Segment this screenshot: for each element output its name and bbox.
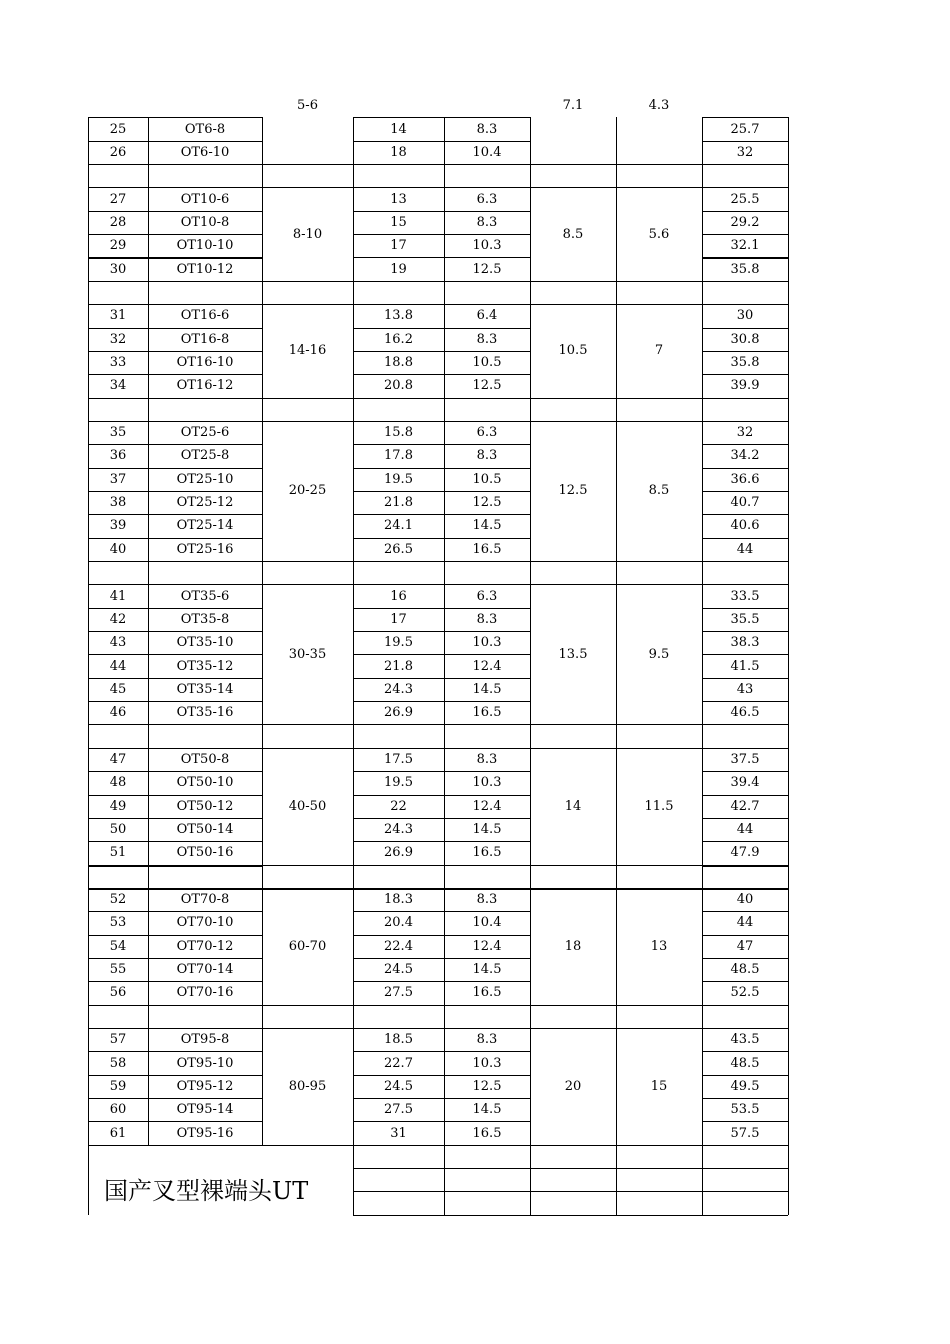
length-cell: 37.5 (730, 751, 760, 767)
merged-value-cell: 9.5 (648, 646, 670, 662)
length-cell: 46.5 (730, 705, 760, 721)
dimension-cell: 10.5 (472, 355, 502, 371)
grid-line (262, 865, 353, 866)
dimension-cell: 12.4 (472, 658, 502, 674)
dimension-cell: 26.9 (384, 845, 413, 861)
row-number-cell: 36 (109, 448, 127, 464)
length-cell: 33.5 (730, 588, 760, 604)
row-number-cell: 47 (109, 751, 127, 767)
grid-line (530, 117, 531, 1214)
dimension-cell: 16.5 (472, 541, 502, 557)
dimension-cell: 27.5 (384, 985, 413, 1001)
merged-value-cell: 10.5 (558, 343, 588, 359)
dimension-cell: 21.8 (384, 495, 413, 511)
grid-line (148, 117, 149, 1144)
model-cell: OT16-12 (176, 378, 234, 394)
dimension-cell: 17.8 (384, 448, 413, 464)
grid-line (353, 281, 530, 282)
dimension-cell: 6.3 (476, 191, 498, 207)
row-number-cell: 32 (109, 331, 127, 347)
wire-range-cell: 40-50 (288, 798, 327, 814)
grid-line (88, 398, 262, 399)
wire-range-cell: 14-16 (288, 343, 327, 359)
length-cell: 34.2 (730, 448, 760, 464)
merged-value-cell: 7 (654, 343, 664, 359)
length-cell: 35.5 (730, 611, 760, 627)
length-cell: 40 (736, 892, 754, 908)
row-number-cell: 43 (109, 635, 127, 651)
dimension-cell: 17 (390, 238, 407, 254)
grid-line (262, 281, 353, 282)
model-cell: OT10-8 (180, 214, 230, 230)
length-cell: 32.1 (730, 238, 760, 254)
merged-value-cell: 8.5 (648, 483, 670, 499)
model-cell: OT25-16 (176, 541, 234, 557)
dimension-cell: 14 (390, 121, 407, 137)
dimension-cell: 12.5 (472, 495, 502, 511)
model-cell: OT95-14 (176, 1102, 234, 1118)
grid-line (702, 1145, 788, 1146)
dimension-cell: 12.4 (472, 938, 502, 954)
header-value-cell: 4.3 (648, 98, 670, 114)
dimension-cell: 14.5 (472, 962, 502, 978)
grid-line (702, 281, 788, 282)
grid-line (262, 117, 263, 1144)
model-cell: OT6-10 (180, 144, 230, 160)
dimension-cell: 19.5 (384, 635, 413, 651)
model-cell: OT35-10 (176, 635, 234, 651)
length-cell: 40.7 (730, 495, 760, 511)
dimension-cell: 14.5 (472, 681, 502, 697)
row-number-cell: 42 (109, 611, 127, 627)
row-number-cell: 44 (109, 658, 127, 674)
model-cell: OT70-16 (176, 985, 234, 1001)
model-cell: OT25-14 (176, 518, 234, 534)
grid-line (262, 164, 353, 165)
length-cell: 32 (736, 144, 754, 160)
length-cell: 41.5 (730, 658, 760, 674)
dimension-cell: 14.5 (472, 518, 502, 534)
model-cell: OT95-10 (176, 1055, 234, 1071)
dimension-cell: 26.9 (384, 705, 413, 721)
dimension-cell: 19.5 (384, 775, 413, 791)
grid-line (353, 117, 530, 118)
row-number-cell: 55 (109, 962, 127, 978)
grid-line (702, 164, 788, 165)
length-cell: 47.9 (730, 845, 760, 861)
grid-line (88, 117, 89, 1214)
dimension-cell: 22.4 (384, 938, 413, 954)
length-cell: 30 (736, 308, 754, 324)
grid-line (88, 117, 262, 118)
row-number-cell: 53 (109, 915, 127, 931)
model-cell: OT25-12 (176, 495, 234, 511)
model-cell: OT95-12 (176, 1078, 234, 1094)
grid-line (88, 164, 262, 165)
model-cell: OT95-8 (180, 1032, 230, 1048)
model-cell: OT50-16 (176, 845, 234, 861)
row-number-cell: 56 (109, 985, 127, 1001)
dimension-cell: 8.3 (476, 1032, 498, 1048)
dimension-cell: 22 (390, 798, 407, 814)
length-cell: 38.3 (730, 635, 760, 651)
grid-line (88, 1005, 262, 1006)
dimension-cell: 14.5 (472, 822, 502, 838)
dimension-cell: 10.3 (472, 635, 502, 651)
length-cell: 57.5 (730, 1125, 760, 1141)
header-value-cell: 7.1 (562, 98, 584, 114)
grid-line (353, 724, 530, 725)
length-cell: 48.5 (730, 1055, 760, 1071)
row-number-cell: 54 (109, 938, 127, 954)
grid-line (262, 398, 353, 399)
model-cell: OT10-6 (180, 191, 230, 207)
grid-line (88, 1145, 262, 1146)
dimension-cell: 8.3 (476, 121, 498, 137)
dimension-cell: 20.4 (384, 915, 413, 931)
row-number-cell: 28 (109, 214, 127, 230)
length-cell: 30.8 (730, 331, 760, 347)
row-number-cell: 57 (109, 1032, 127, 1048)
dimension-cell: 18 (390, 144, 407, 160)
length-cell: 39.9 (730, 378, 760, 394)
dimension-cell: 19 (390, 261, 407, 277)
grid-line (353, 1005, 530, 1006)
length-cell: 53.5 (730, 1102, 760, 1118)
length-cell: 49.5 (730, 1078, 760, 1094)
dimension-cell: 8.3 (476, 892, 498, 908)
dimension-cell: 26.5 (384, 541, 413, 557)
length-cell: 47 (736, 938, 754, 954)
dimension-cell: 18.8 (384, 355, 413, 371)
dimension-cell: 8.3 (476, 448, 498, 464)
grid-line (353, 1215, 788, 1216)
dimension-cell: 16.2 (384, 331, 413, 347)
wire-range-cell: 60-70 (288, 938, 327, 954)
grid-line (353, 865, 530, 866)
merged-value-cell: 18 (564, 938, 582, 954)
dimension-cell: 27.5 (384, 1102, 413, 1118)
grid-line (353, 164, 530, 165)
dimension-cell: 12.4 (472, 798, 502, 814)
dimension-cell: 16.5 (472, 1125, 502, 1141)
length-cell: 43.5 (730, 1032, 760, 1048)
grid-line (353, 1145, 530, 1146)
merged-value-cell: 11.5 (644, 798, 674, 814)
row-number-cell: 29 (109, 238, 127, 254)
grid-line (702, 561, 788, 562)
row-number-cell: 35 (109, 425, 127, 441)
model-cell: OT16-6 (180, 308, 230, 324)
row-number-cell: 51 (109, 845, 127, 861)
length-cell: 25.7 (730, 121, 760, 137)
model-cell: OT35-8 (180, 611, 230, 627)
dimension-cell: 13.8 (384, 308, 413, 324)
length-cell: 44 (736, 541, 754, 557)
dimension-cell: 18.5 (384, 1032, 413, 1048)
model-cell: OT16-8 (180, 331, 230, 347)
model-cell: OT6-8 (184, 121, 226, 137)
grid-line (353, 1168, 788, 1169)
dimension-cell: 24.3 (384, 681, 413, 697)
length-cell: 43 (736, 681, 754, 697)
row-number-cell: 61 (109, 1125, 127, 1141)
model-cell: OT25-10 (176, 471, 234, 487)
model-cell: OT35-14 (176, 681, 234, 697)
model-cell: OT10-12 (176, 261, 234, 277)
dimension-cell: 15 (390, 214, 407, 230)
header-range-cell: 5-6 (297, 98, 318, 114)
row-number-cell: 34 (109, 378, 127, 394)
grid-line (353, 561, 530, 562)
dimension-cell: 10.4 (472, 915, 502, 931)
grid-line (788, 117, 789, 1214)
model-cell: OT10-10 (176, 238, 234, 254)
length-cell: 42.7 (730, 798, 760, 814)
dimension-cell: 24.5 (384, 962, 413, 978)
model-cell: OT35-12 (176, 658, 234, 674)
length-cell: 32 (736, 425, 754, 441)
dimension-cell: 8.3 (476, 611, 498, 627)
dimension-cell: 16.5 (472, 985, 502, 1001)
dimension-cell: 19.5 (384, 471, 413, 487)
grid-line (88, 724, 262, 725)
dimension-cell: 17.5 (384, 751, 413, 767)
wire-range-cell: 30-35 (288, 646, 327, 662)
length-cell: 44 (736, 915, 754, 931)
grid-line (88, 281, 262, 282)
length-cell: 48.5 (730, 962, 760, 978)
dimension-cell: 22.7 (384, 1055, 413, 1071)
row-number-cell: 45 (109, 681, 127, 697)
dimension-cell: 16.5 (472, 705, 502, 721)
model-cell: OT70-12 (176, 938, 234, 954)
wire-range-cell: 20-25 (288, 483, 327, 499)
length-cell: 35.8 (730, 261, 760, 277)
dimension-cell: 15.8 (384, 425, 413, 441)
dimension-cell: 8.3 (476, 214, 498, 230)
dimension-cell: 18.3 (384, 892, 413, 908)
grid-line (88, 561, 262, 562)
dimension-cell: 10.3 (472, 775, 502, 791)
grid-line (702, 724, 788, 725)
grid-line (702, 117, 788, 118)
footer-title: 国产叉型裸端头UT (104, 1177, 309, 1206)
length-cell: 29.2 (730, 214, 760, 230)
row-number-cell: 27 (109, 191, 127, 207)
length-cell: 25.5 (730, 191, 760, 207)
row-number-cell: 41 (109, 588, 127, 604)
grid-line (262, 1005, 353, 1006)
merged-value-cell: 5.6 (648, 226, 670, 242)
row-number-cell: 37 (109, 471, 127, 487)
length-cell: 35.8 (730, 355, 760, 371)
grid-line (88, 865, 262, 867)
model-cell: OT50-14 (176, 822, 234, 838)
model-cell: OT25-8 (180, 448, 230, 464)
dimension-cell: 6.3 (476, 425, 498, 441)
merged-value-cell: 13 (650, 938, 668, 954)
row-number-cell: 40 (109, 541, 127, 557)
row-number-cell: 52 (109, 892, 127, 908)
dimension-cell: 16.5 (472, 845, 502, 861)
dimension-cell: 20.8 (384, 378, 413, 394)
merged-value-cell: 14 (564, 798, 582, 814)
dimension-cell: 12.5 (472, 378, 502, 394)
row-number-cell: 26 (109, 144, 127, 160)
row-number-cell: 31 (109, 308, 127, 324)
wire-range-cell: 80-95 (288, 1078, 327, 1094)
row-number-cell: 39 (109, 518, 127, 534)
row-number-cell: 25 (109, 121, 127, 137)
model-cell: OT35-6 (180, 588, 230, 604)
dimension-cell: 8.3 (476, 331, 498, 347)
dimension-cell: 21.8 (384, 658, 413, 674)
row-number-cell: 49 (109, 798, 127, 814)
dimension-cell: 17 (390, 611, 407, 627)
merged-value-cell: 13.5 (558, 646, 588, 662)
model-cell: OT50-10 (176, 775, 234, 791)
length-cell: 52.5 (730, 985, 760, 1001)
length-cell: 36.6 (730, 471, 760, 487)
merged-value-cell: 12.5 (558, 483, 588, 499)
grid-line (353, 117, 354, 1214)
grid-line (616, 117, 617, 1214)
model-cell: OT70-14 (176, 962, 234, 978)
dimension-cell: 31 (390, 1125, 407, 1141)
row-number-cell: 30 (109, 261, 127, 277)
dimension-cell: 24.5 (384, 1078, 413, 1094)
row-number-cell: 58 (109, 1055, 127, 1071)
merged-value-cell: 20 (564, 1078, 582, 1094)
row-number-cell: 50 (109, 822, 127, 838)
dimension-cell: 16 (390, 588, 407, 604)
model-cell: OT25-6 (180, 425, 230, 441)
length-cell: 39.4 (730, 775, 760, 791)
grid-line (702, 865, 788, 867)
model-cell: OT70-8 (180, 892, 230, 908)
grid-line (444, 117, 445, 1214)
dimension-cell: 12.5 (472, 261, 502, 277)
dimension-cell: 24.3 (384, 822, 413, 838)
model-cell: OT50-12 (176, 798, 234, 814)
merged-value-cell: 8.5 (562, 226, 584, 242)
dimension-cell: 10.3 (472, 238, 502, 254)
grid-line (262, 1145, 353, 1146)
merged-value-cell: 15 (650, 1078, 668, 1094)
dimension-cell: 10.5 (472, 471, 502, 487)
row-number-cell: 60 (109, 1102, 127, 1118)
grid-line (702, 117, 703, 1214)
dimension-cell: 13 (390, 191, 407, 207)
dimension-cell: 8.3 (476, 751, 498, 767)
dimension-cell: 14.5 (472, 1102, 502, 1118)
length-cell: 40.6 (730, 518, 760, 534)
model-cell: OT70-10 (176, 915, 234, 931)
grid-line (262, 561, 353, 562)
model-cell: OT35-16 (176, 705, 234, 721)
grid-line (702, 1005, 788, 1006)
model-cell: OT50-8 (180, 751, 230, 767)
row-number-cell: 48 (109, 775, 127, 791)
dimension-cell: 10.4 (472, 144, 502, 160)
dimension-cell: 6.3 (476, 588, 498, 604)
grid-line (353, 1191, 788, 1192)
grid-line (702, 398, 788, 399)
dimension-cell: 6.4 (476, 308, 498, 324)
row-number-cell: 46 (109, 705, 127, 721)
row-number-cell: 33 (109, 355, 127, 371)
dimension-cell: 12.5 (472, 1078, 502, 1094)
wire-range-cell: 8-10 (292, 226, 323, 242)
row-number-cell: 38 (109, 495, 127, 511)
dimension-cell: 24.1 (384, 518, 413, 534)
row-number-cell: 59 (109, 1078, 127, 1094)
dimension-cell: 10.3 (472, 1055, 502, 1071)
model-cell: OT16-10 (176, 355, 234, 371)
length-cell: 44 (736, 822, 754, 838)
grid-line (262, 724, 353, 725)
grid-line (353, 398, 530, 399)
model-cell: OT95-16 (176, 1125, 234, 1141)
